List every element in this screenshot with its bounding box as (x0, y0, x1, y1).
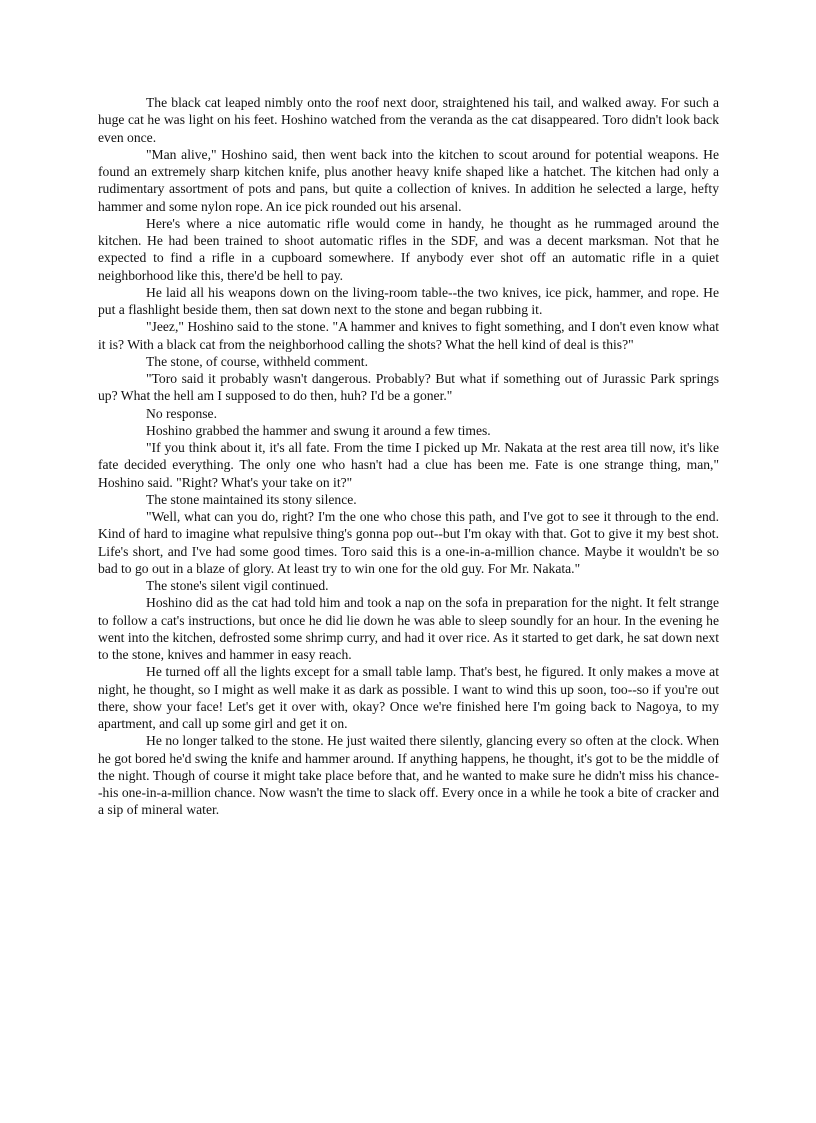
paragraph: He laid all his weapons down on the living-room table--the two knives, ice pick, hammer, and rope. He put a flashlight beside them, then sat down next to the stone and began rubbing it. (98, 284, 719, 317)
paragraph: Here's where a nice automatic rifle would come in handy, he thought as he rummaged around the kitchen. He had been trained to shoot automatic rifles in the SDF, and was a decent marksman. Not that he expected to find a rifle in a cupboard somewhere. If anybody ever shot off an automatic rifle in a quiet neighborhood like this, there'd be hell to pay. (98, 215, 719, 283)
paragraph: "Jeez," Hoshino said to the stone. "A hammer and knives to fight something, and I don't even know what it is? With a black cat from the neighborhood calling the shots? What the hell kind of deal is this?" (98, 319, 719, 352)
paragraph: The stone maintained its stony silence. (146, 491, 357, 507)
body-text (98, 94, 719, 819)
paragraph: Hoshino did as the cat had told him and took a nap on the sofa in preparation for the night. It felt strange to follow a cat's instructions, but once he did lie down he was able to sleep soundly for an hour. In the evening he went into the kitchen, defrosted some shrimp curry, and had it over rice. As it started to get dark, he sat down next to the stone, knives and hammer in easy reach. (98, 595, 719, 662)
paragraph: "Toro said it probably wasn't dangerous. Probably? But what if something out of Jurassic Park springs up? What the hell am I supposed to do then, huh? I'd be a goner." (98, 371, 719, 404)
paragraph: The black cat leaped nimbly onto the roof next door, straightened his tail, and walked away. For such a huge cat he was light on his feet. Hoshino watched from the veranda as the cat disappeared. Toro didn't look back even once. (98, 95, 719, 145)
paragraph: "Man alive," Hoshino said, then went back into the kitchen to scout around for potential weapons. He found an extremely sharp kitchen knife, plus another heavy knife shaped like a hatchet. The kitchen had only a rudimentary assortment of pots and pans, but quite a collection of knives. In addition he selected a large, hefty hammer and some nylon rope. An ice pick rounded out his arsenal. (98, 146, 719, 214)
paragraph: He turned off all the lights except for a small table lamp. That's best, he figured. It only makes a move at night, he thought, so I might as well make it as dark as possible. I want to wind this up soon, too--so if you're out there, show your face! Let's get it over with, okay? Once we're finished here I'm going back to Nagoya, to my apartment, and call up some girl and get it on. (98, 664, 719, 731)
paragraph: Hoshino grabbed the hammer and swung it around a few times. (146, 422, 491, 438)
paragraph: He no longer talked to the stone. He just waited there silently, glancing every so often at the clock. When he got bored he'd swing the knife and hammer around. If anything happens, he thought, it's got to be the middle of the night. Though of course it might take place before that, and he wanted to make sure he didn't miss his chance--his one-in-a-million chance. Now wasn't the time to slack off. Every once in a while he took a bite of cracker and a sip of mineral water. (98, 733, 720, 818)
paragraph: The stone's silent vigil continued. (146, 578, 329, 593)
paragraph: The stone, of course, withheld comment. (146, 353, 368, 369)
paragraph: "If you think about it, it's all fate. From the time I picked up Mr. Nakata at the rest area till now, it's like fate decided everything. The only one who hasn't had a clue has been me. Fate is one strange thing, man," Hoshino said. "Right? What's your take on it?" (98, 440, 719, 490)
paragraph: "Well, what can you do, right? I'm the one who chose this path, and I've got to see it through to the end. Kind of hard to imagine what repulsive thing's gonna pop out--but I'm okay with that. Got to give it my best shot. Life's short, and I've had some good times. Toro said this is a one-in-a-million chance. Maybe it wouldn't be so bad to go out in a blaze of glory. At least try to win one for the old guy. For Mr. Nakata." (98, 509, 719, 576)
paragraph: No response. (146, 405, 217, 421)
